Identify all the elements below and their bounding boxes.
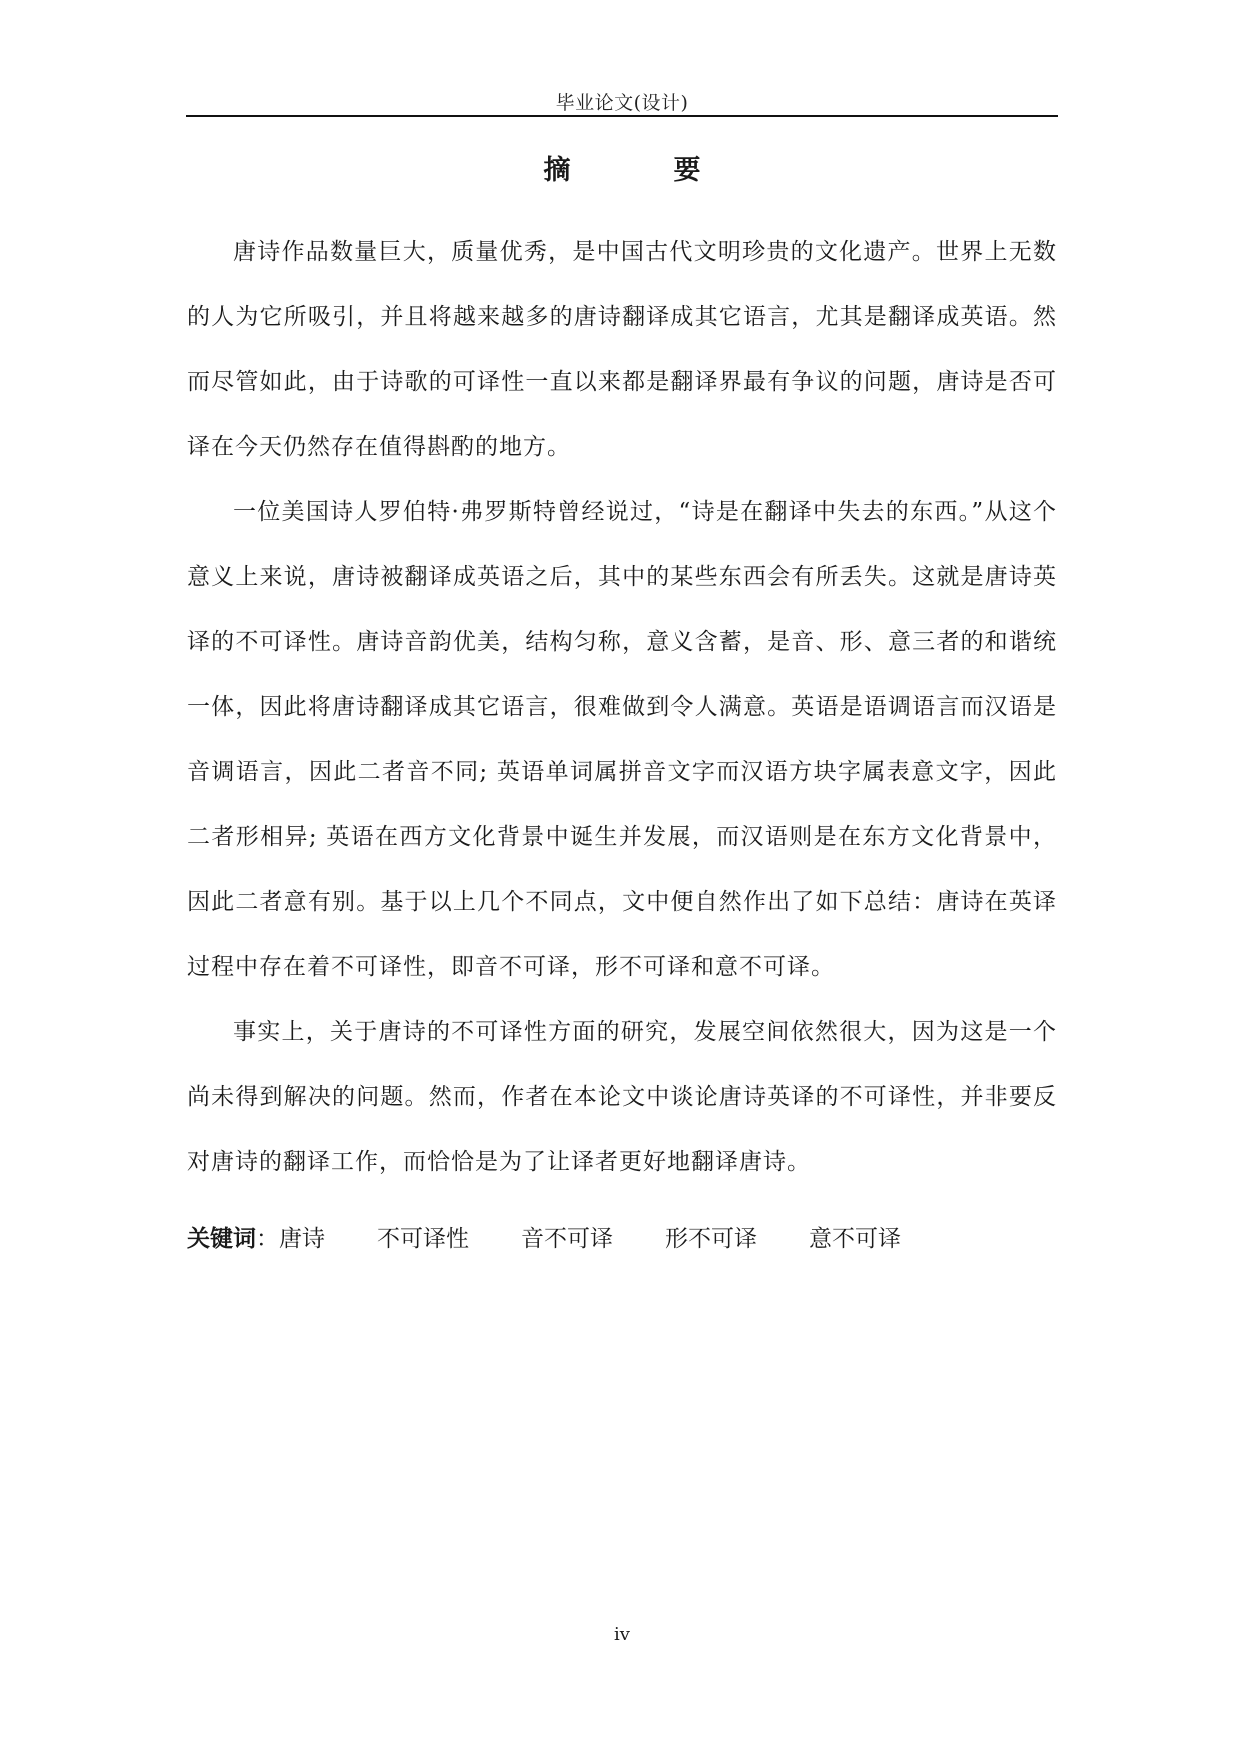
running-header: 毕业论文(设计) [555, 92, 689, 114]
keywords-separator: ： [256, 1226, 279, 1252]
keywords-line [187, 1221, 901, 1257]
abstract-title: 摘 要 [543, 155, 739, 186]
abstract-paragraph-1: 唐诗作品数量巨大，质量优秀，是中国古代文明珍贵的文化遗产。世界上无数的人为它所吸引，并且将越来越多的唐诗翻译成其它语言，尤其是翻译成英语。然而尽管如此，由于诗歌的可译性一直以来都是翻译界最有争议的问题，唐诗是否可译在今天仍然存在值得斟酌的地方。 [187, 239, 1057, 460]
page-number: iv [614, 1624, 630, 1645]
keyword-item: 意不可译 [809, 1226, 901, 1252]
abstract-body [187, 220, 1057, 1195]
keyword-item: 唐诗 [279, 1226, 325, 1252]
keywords-label: 关键词 [187, 1226, 256, 1252]
abstract-paragraph-3: 事实上，关于唐诗的不可译性方面的研究，发展空间依然很大，因为这是一个尚未得到解决的问题。然而，作者在本论文中谈论唐诗英译的不可译性，并非要反对唐诗的翻译工作，而恰恰是为了让译者更好地翻译唐诗。 [187, 1019, 1057, 1175]
abstract-paragraph-2: 一位美国诗人罗伯特·弗罗斯特曾经说过，“诗是在翻译中失去的东西。”从这个意义上来说，唐诗被翻译成英语之后，其中的某些东西会有所丢失。这就是唐诗英译的不可译性。唐诗音韵优美，结构匀称，意义含蓄，是音、形、意三者的和谐统一体，因此将唐诗翻译成其它语言，很难做到令人满意。英语是语调语言而汉语是音调语言，因此二者音不同; 英语单词属拼音文字而汉语方块字属表意文字，因此二者形相异; 英语在西方文化背景中诞生并发展，而汉语则是在东方文化背景中，因此二者意有别。基于以上几个不同点，文中便自然作出了如下总结：唐诗在英译过程中存在着不可译性，即音不可译，形不可译和意不可译。 [187, 499, 1057, 980]
keyword-item: 形不可译 [665, 1226, 757, 1252]
header-rule [186, 115, 1058, 117]
keyword-item: 不可译性 [377, 1226, 469, 1252]
keyword-item: 音不可译 [521, 1226, 613, 1252]
